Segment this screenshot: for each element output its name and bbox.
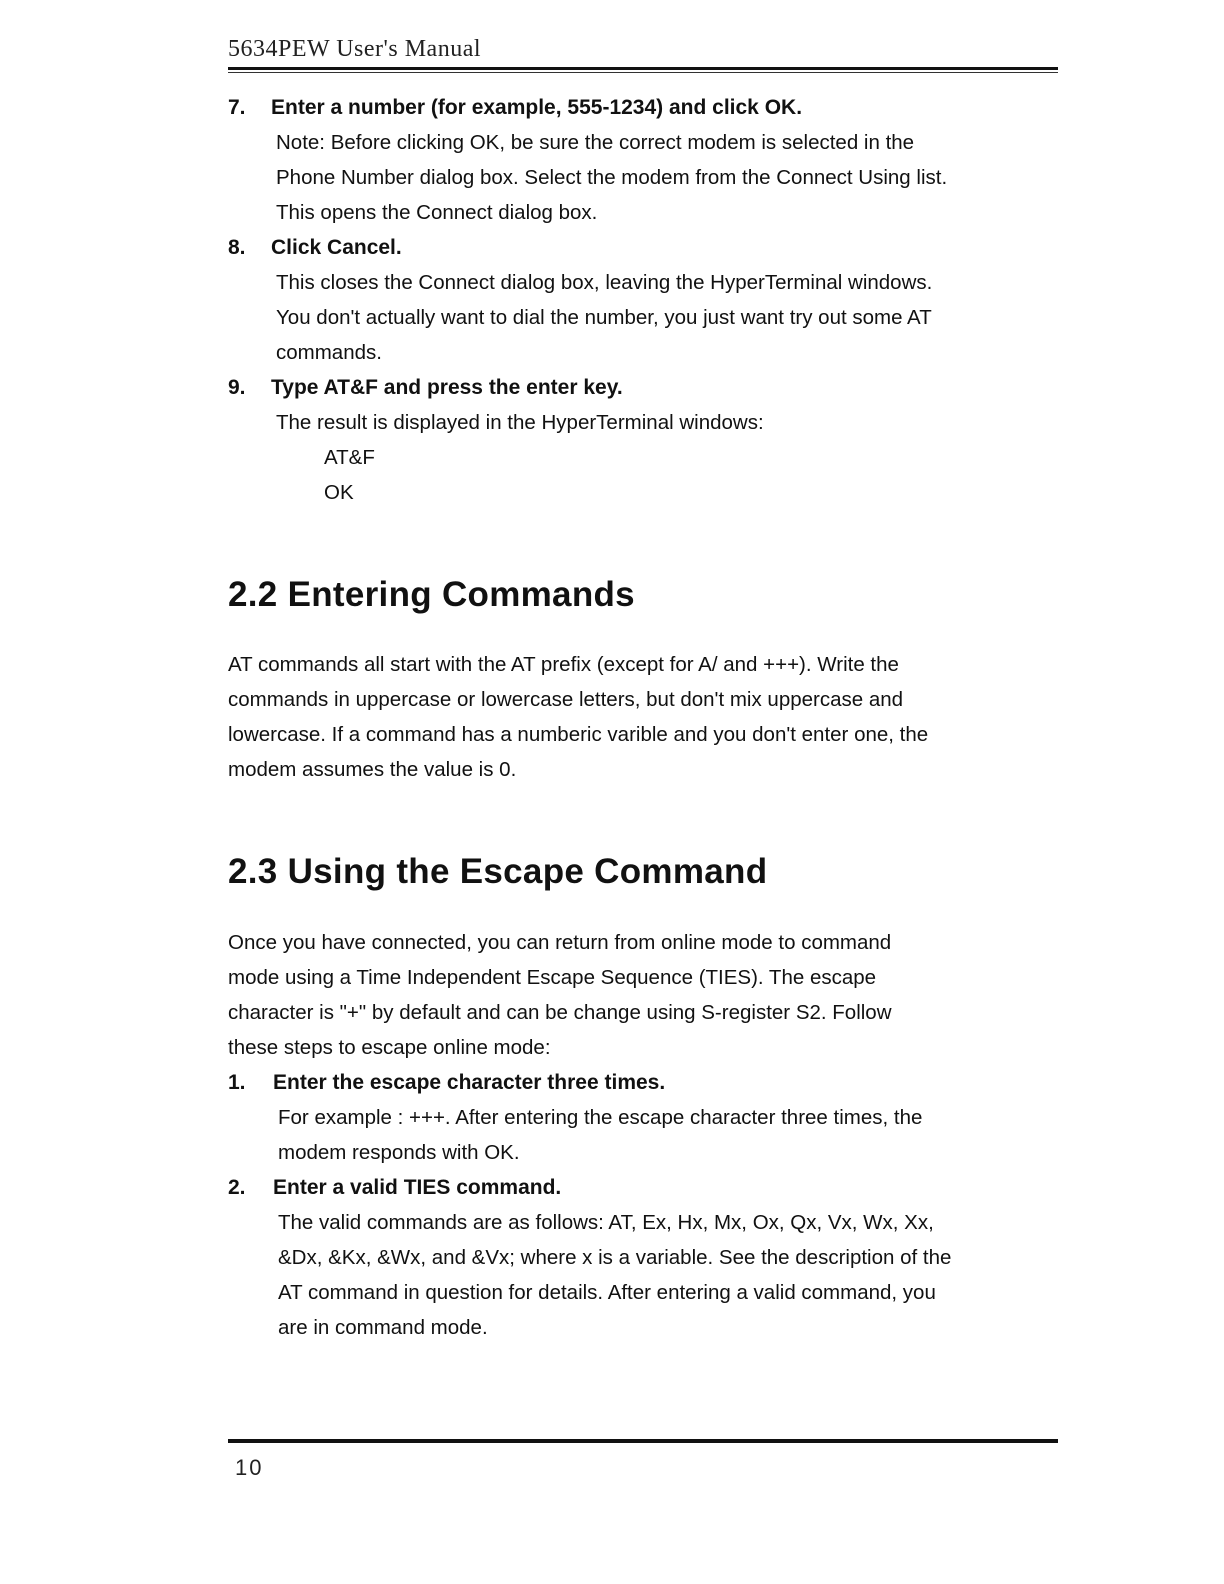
- step-title: Click Cancel.: [271, 236, 402, 259]
- step-9: [228, 370, 1068, 510]
- body-line: This closes the Connect dialog box, leaving the HyperTerminal windows.: [276, 271, 933, 294]
- body-line: Note: Before clicking OK, be sure the correct modem is selected in the: [276, 131, 915, 154]
- escape-steps: [228, 1065, 1068, 1345]
- page-number: 10: [235, 1455, 264, 1480]
- step-number: 1.: [228, 1071, 246, 1094]
- terminal-line: OK: [324, 481, 354, 504]
- step-title: Enter the escape character three times.: [273, 1071, 666, 1094]
- body-line: Phone Number dialog box. Select the modem from the Connect Using list.: [276, 166, 948, 189]
- intro-steps: [228, 90, 1068, 510]
- step-body: [228, 265, 1068, 370]
- step-body: [228, 405, 1068, 440]
- paragraph-line: AT commands all start with the AT prefix (except for A/ and +++). Write the: [228, 653, 899, 676]
- step-body: [228, 1205, 1068, 1345]
- paragraph-line: commands in uppercase or lowercase letters, but don't mix uppercase and: [228, 688, 904, 711]
- step-title: Enter a valid TIES command.: [273, 1176, 562, 1199]
- body-line: For example : +++. After entering the escape character three times, the: [278, 1106, 923, 1129]
- paragraph-line: mode using a Time Independent Escape Sequence (TIES). The escape: [228, 966, 877, 989]
- section-title: 2.3 Using the Escape Command: [228, 852, 768, 891]
- step-number: 8.: [228, 236, 246, 259]
- step-title: Type AT&F and press the enter key.: [271, 376, 623, 399]
- paragraph-line: character is "+" by default and can be change using S-register S2. Follow: [228, 1001, 892, 1024]
- header-rule: [228, 67, 1058, 70]
- page-header: 5634PEW User's Manual: [228, 36, 482, 62]
- terminal-output: [228, 440, 1068, 510]
- step-title: Enter a number (for example, 555-1234) and click OK.: [271, 96, 803, 119]
- body-line: &Dx, &Kx, &Wx, and &Vx; where x is a variable. See the description of the: [278, 1246, 952, 1269]
- paragraph-line: lowercase. If a command has a numberic varible and you don't enter one, the: [228, 723, 929, 746]
- paragraph-line: these steps to escape online mode:: [228, 1036, 551, 1059]
- body-line: You don't actually want to dial the number, you just want try out some AT: [276, 306, 932, 329]
- step-number: 7.: [228, 96, 246, 119]
- body-line: AT command in question for details. After entering a valid command, you: [278, 1281, 936, 1304]
- escape-step-2: [228, 1170, 1068, 1345]
- body-line: The result is displayed in the HyperTerminal windows:: [276, 411, 764, 434]
- step-body: [228, 1100, 1068, 1170]
- section-paragraph: [228, 925, 1058, 1065]
- step-body: [228, 125, 1068, 230]
- step-7: [228, 90, 1068, 230]
- header-rule-thin: [228, 72, 1058, 73]
- escape-step-1: [228, 1065, 1068, 1170]
- footer-rule: [228, 1439, 1058, 1443]
- body-line: commands.: [276, 341, 382, 364]
- section-paragraph: [228, 647, 1058, 787]
- step-8: [228, 230, 1068, 370]
- body-line: The valid commands are as follows: AT, Ex, Hx, Mx, Ox, Qx, Vx, Wx, Xx,: [278, 1211, 934, 1234]
- body-line: This opens the Connect dialog box.: [276, 201, 598, 224]
- section-title: 2.2 Entering Commands: [228, 575, 635, 614]
- body-line: are in command mode.: [278, 1316, 488, 1339]
- terminal-line: AT&F: [324, 446, 375, 469]
- paragraph-line: Once you have connected, you can return from online mode to command: [228, 931, 892, 954]
- body-line: modem responds with OK.: [278, 1141, 520, 1164]
- step-number: 9.: [228, 376, 246, 399]
- step-number: 2.: [228, 1176, 246, 1199]
- paragraph-line: modem assumes the value is 0.: [228, 758, 517, 781]
